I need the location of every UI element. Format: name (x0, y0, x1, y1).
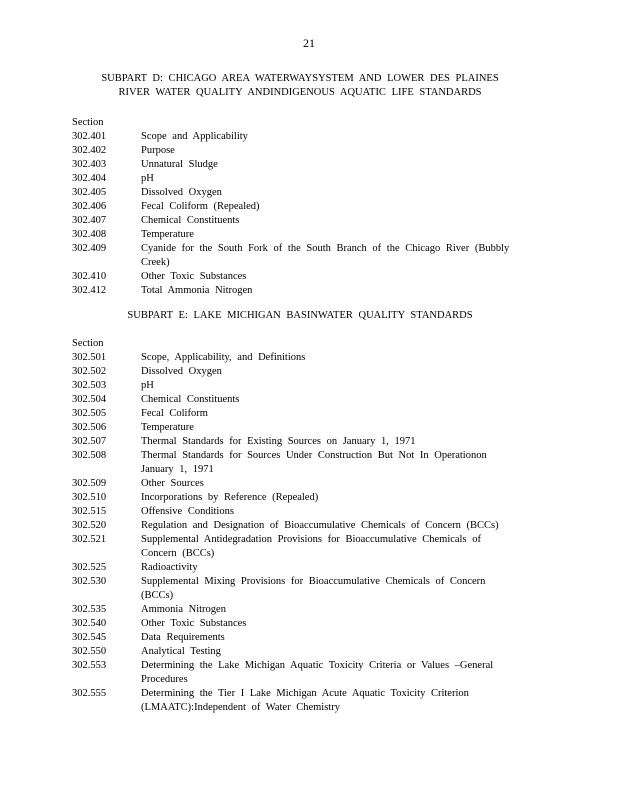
section-number: 302.525 (72, 562, 107, 573)
section-number: 302.507 (72, 436, 107, 447)
section-entry (72, 687, 522, 715)
section-number: 302.515 (72, 506, 107, 517)
section-number: 302.407 (72, 215, 107, 226)
section-number: 302.406 (72, 201, 107, 212)
section-number: 302.530 (72, 576, 107, 587)
section-title: Regulation and Designation of Bioaccumulative Chemicals of Concern (BCCs) (141, 520, 499, 531)
section-column-label: Section (72, 338, 104, 349)
section-number: 302.401 (72, 131, 107, 142)
section-entry (72, 407, 522, 421)
section-entry (72, 561, 522, 575)
section-title: Chemical Constituents (141, 215, 240, 226)
subpart-e-title: SUBPART E: LAKE MICHIGAN BASINWATER QUALITY STANDARDS (127, 310, 473, 321)
section-title: Unnatural Sludge (141, 159, 218, 170)
section-entry (72, 617, 522, 631)
section-number: 302.555 (72, 688, 107, 699)
section-entry (72, 505, 522, 519)
section-title: Data Requirements (141, 632, 225, 643)
section-entry (72, 631, 522, 645)
section-entry (72, 645, 522, 659)
section-number: 302.404 (72, 173, 107, 184)
section-entry (72, 533, 522, 561)
section-number: 302.412 (72, 285, 107, 296)
section-title: Thermal Standards for Sources Under Construction But Not In Operationon January 1, 1971 (141, 450, 487, 475)
section-number: 302.503 (72, 380, 107, 391)
section-number: 302.504 (72, 394, 107, 405)
section-entry (72, 659, 522, 687)
section-title: Chemical Constituents (141, 394, 240, 405)
section-title: Scope and Applicability (141, 131, 248, 142)
subpart-d-title-line-2: RIVER WATER QUALITY ANDINDIGENOUS AQUATIC LIFE STANDARDS (118, 87, 482, 98)
section-number: 302.508 (72, 450, 107, 461)
section-number: 302.408 (72, 229, 107, 240)
section-entry (72, 603, 522, 617)
section-entry (72, 449, 522, 477)
section-title: Ammonia Nitrogen (141, 604, 226, 615)
section-entry (72, 242, 522, 270)
section-title: Dissolved Oxygen (141, 187, 222, 198)
section-number: 302.521 (72, 534, 107, 545)
section-number: 302.506 (72, 422, 107, 433)
section-title: pH (141, 173, 154, 184)
section-title: Determining the Lake Michigan Aquatic Toxicity Criteria or Values –General Procedures (141, 660, 494, 685)
section-number: 302.509 (72, 478, 107, 489)
section-number: 302.550 (72, 646, 107, 657)
section-title: Temperature (141, 229, 194, 240)
section-entry (72, 575, 522, 603)
section-number: 302.553 (72, 660, 107, 671)
section-entry (72, 477, 522, 491)
section-entry (72, 270, 522, 284)
section-title: Radioactivity (141, 562, 198, 573)
section-title: Other Toxic Substances (141, 271, 247, 282)
section-number: 302.535 (72, 604, 107, 615)
section-title: Thermal Standards for Existing Sources on January 1, 1971 (141, 436, 416, 447)
section-entry (72, 214, 522, 228)
section-title: Supplemental Antidegradation Provisions for Bioaccumulative Chemicals of Concern (BCCs) (141, 534, 481, 559)
section-entry (72, 393, 522, 407)
section-entry (72, 186, 522, 200)
section-title: Offensive Conditions (141, 506, 234, 517)
section-number: 302.502 (72, 366, 107, 377)
section-title: Temperature (141, 422, 194, 433)
section-entry (72, 491, 522, 505)
section-title: Total Ammonia Nitrogen (141, 285, 253, 296)
section-title: Incorporations by Reference (Repealed) (141, 492, 319, 503)
section-title: Supplemental Mixing Provisions for Bioaccumulative Chemicals of Concern (BCCs) (141, 576, 486, 601)
section-entry (72, 200, 522, 214)
section-title: Dissolved Oxygen (141, 366, 222, 377)
section-entry (72, 284, 522, 298)
section-entry (72, 365, 522, 379)
section-title: Purpose (141, 145, 175, 156)
section-entry (72, 228, 522, 242)
section-title: Fecal Coliform (141, 408, 208, 419)
section-column-label: Section (72, 117, 104, 128)
section-number: 302.540 (72, 618, 107, 629)
section-title: Fecal Coliform (Repealed) (141, 201, 260, 212)
section-number: 302.545 (72, 632, 107, 643)
section-entry (72, 158, 522, 172)
section-title: Other Sources (141, 478, 204, 489)
subpart-d-section-list (72, 116, 522, 298)
section-number: 302.510 (72, 492, 107, 503)
section-entry (72, 351, 522, 365)
section-number: 302.402 (72, 145, 107, 156)
section-number: 302.409 (72, 243, 107, 254)
section-entry (72, 421, 522, 435)
section-number: 302.505 (72, 408, 107, 419)
page-number: 21 (303, 36, 315, 50)
section-title: Other Toxic Substances (141, 618, 247, 629)
section-entry (72, 144, 522, 158)
section-number: 302.403 (72, 159, 107, 170)
section-number: 302.520 (72, 520, 107, 531)
section-title: Cyanide for the South Fork of the South Branch of the Chicago River (Bubbly Creek) (141, 243, 510, 268)
section-number: 302.405 (72, 187, 107, 198)
section-entry (72, 172, 522, 186)
subpart-d-title-line-1: SUBPART D: CHICAGO AREA WATERWAYSYSTEM AND LOWER DES PLAINES (101, 73, 499, 84)
section-title: Scope, Applicability, and Definitions (141, 352, 306, 363)
section-number: 302.501 (72, 352, 107, 363)
section-entry (72, 379, 522, 393)
section-title: Analytical Testing (141, 646, 221, 657)
section-title: pH (141, 380, 154, 391)
subpart-e-section-list (72, 337, 522, 715)
section-entry (72, 519, 522, 533)
section-entry (72, 435, 522, 449)
section-entry (72, 130, 522, 144)
subpart-d-title (70, 72, 530, 100)
section-number: 302.410 (72, 271, 107, 282)
section-title: Determining the Tier I Lake Michigan Acute Aquatic Toxicity Criterion (LMAATC):Independent of Water Chemistry (141, 688, 469, 713)
